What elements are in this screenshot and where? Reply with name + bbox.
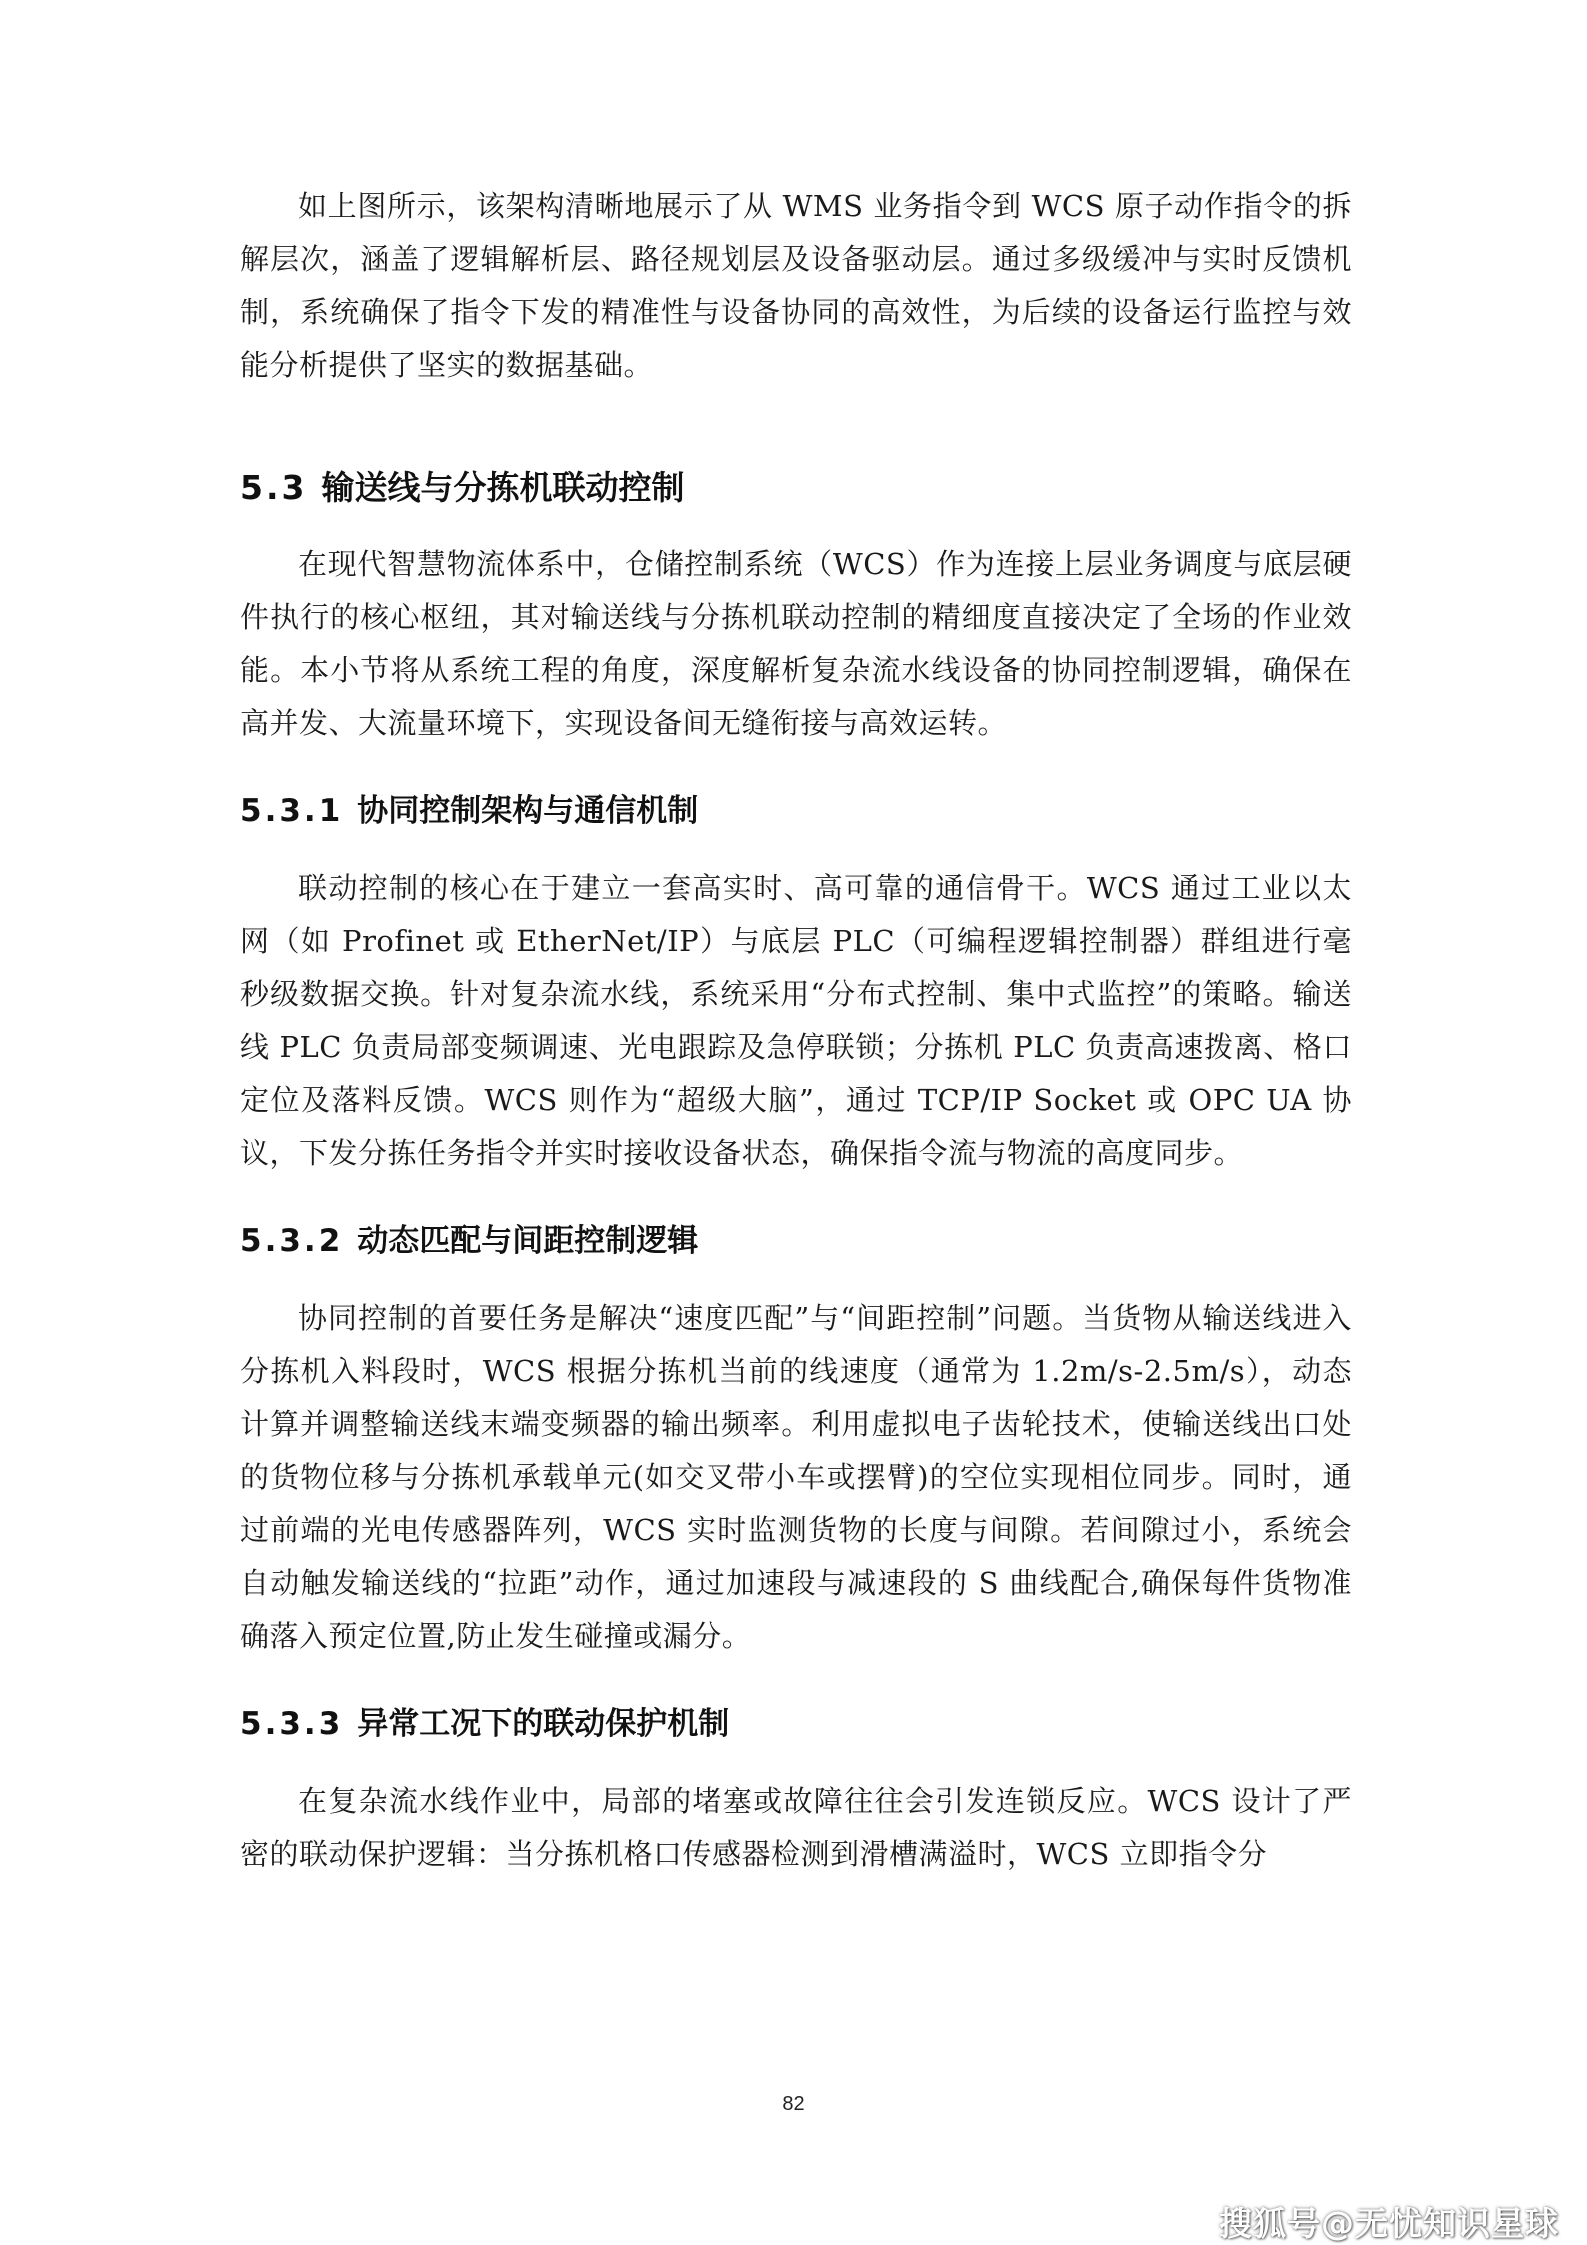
section-title: 协同控制架构与通信机制 <box>357 793 699 829</box>
paragraph-section-5-3-2: 协同控制的首要任务是解决“速度匹配”与“间距控制”问题。当货物从输送线进入分拣机入料段时，WCS 根据分拣机当前的线速度（通常为 1.2m/s-2.5m/s），动态计算并调整输送线末端变频器的输出频率。利用虚拟电子齿轮技术，使输送线出口处的货物位移与分拣机承载单元(如交叉带小车或摆臂)的空位实现相位同步。同时，通过前端的光电传感器阵列，WCS 实时监测货物的长度与间隙。若间隙过小，系统会自动触发输送线的“拉距”动作，通过加速段与减速段的 S 曲线配合,确保每件货物准确落入预定位置,防止发生碰撞或漏分。 <box>240 1301 1352 1653</box>
paragraph-section-5-3-3: 在复杂流水线作业中，局部的堵塞或故障往往会引发连锁反应。WCS 设计了严密的联动保护逻辑：当分拣机格口传感器检测到滑槽满溢时，WCS 立即指令分 <box>240 1784 1352 1871</box>
section-number: 5.3.1 <box>240 793 344 829</box>
section-heading-5-3-3 <box>240 1703 1352 1745</box>
section-title: 异常工况下的联动保护机制 <box>357 1706 730 1742</box>
section-number: 5.3 <box>240 468 308 507</box>
watermark-text: 搜狐号@无忧知识星球 <box>1219 2204 1559 2243</box>
section-number: 5.3.2 <box>240 1223 344 1259</box>
section-title: 输送线与分拣机联动控制 <box>321 468 685 507</box>
paragraph-section-5-3-1: 联动控制的核心在于建立一套高实时、高可靠的通信骨干。WCS 通过工业以太网（如 Profinet 或 EtherNet/IP）与底层 PLC（可编程逻辑控制器）群组进行毫秒级数据交换。针对复杂流水线，系统采用“分布式控制、集中式监控”的策略。输送线 PLC 负责局部变频调速、光电跟踪及急停联锁；分拣机 PLC 负责高速拨离、格口定位及落料反馈。WCS 则作为“超级大脑”，通过 TCP/IP Socket 或 OPC UA 协议，下发分拣任务指令并实时接收设备状态，确保指令流与物流的高度同步。 <box>240 871 1353 1170</box>
section-title: 动态匹配与间距控制逻辑 <box>357 1223 699 1259</box>
page-number: 82 <box>782 2093 805 2115</box>
section-heading-5-3 <box>240 466 1352 510</box>
section-heading-5-3-2 <box>240 1220 1352 1262</box>
section-heading-5-3-1 <box>240 790 1352 832</box>
section-number: 5.3.3 <box>240 1706 344 1742</box>
document-body <box>240 180 1352 1881</box>
paragraph-section-5-3: 在现代智慧物流体系中，仓储控制系统（WCS）作为连接上层业务调度与底层硬件执行的核心枢纽，其对输送线与分拣机联动控制的精细度直接决定了全场的作业效能。本小节将从系统工程的角度，深度解析复杂流水线设备的协同控制逻辑，确保在高并发、大流量环境下，实现设备间无缝衔接与高效运转。 <box>240 547 1352 740</box>
paragraph-intro: 如上图所示，该架构清晰地展示了从 WMS 业务指令到 WCS 原子动作指令的拆解层次，涵盖了逻辑解析层、路径规划层及设备驱动层。通过多级缓冲与实时反馈机制，系统确保了指令下发的精准性与设备协同的高效性，为后续的设备运行监控与效能分析提供了坚实的数据基础。 <box>240 189 1352 382</box>
